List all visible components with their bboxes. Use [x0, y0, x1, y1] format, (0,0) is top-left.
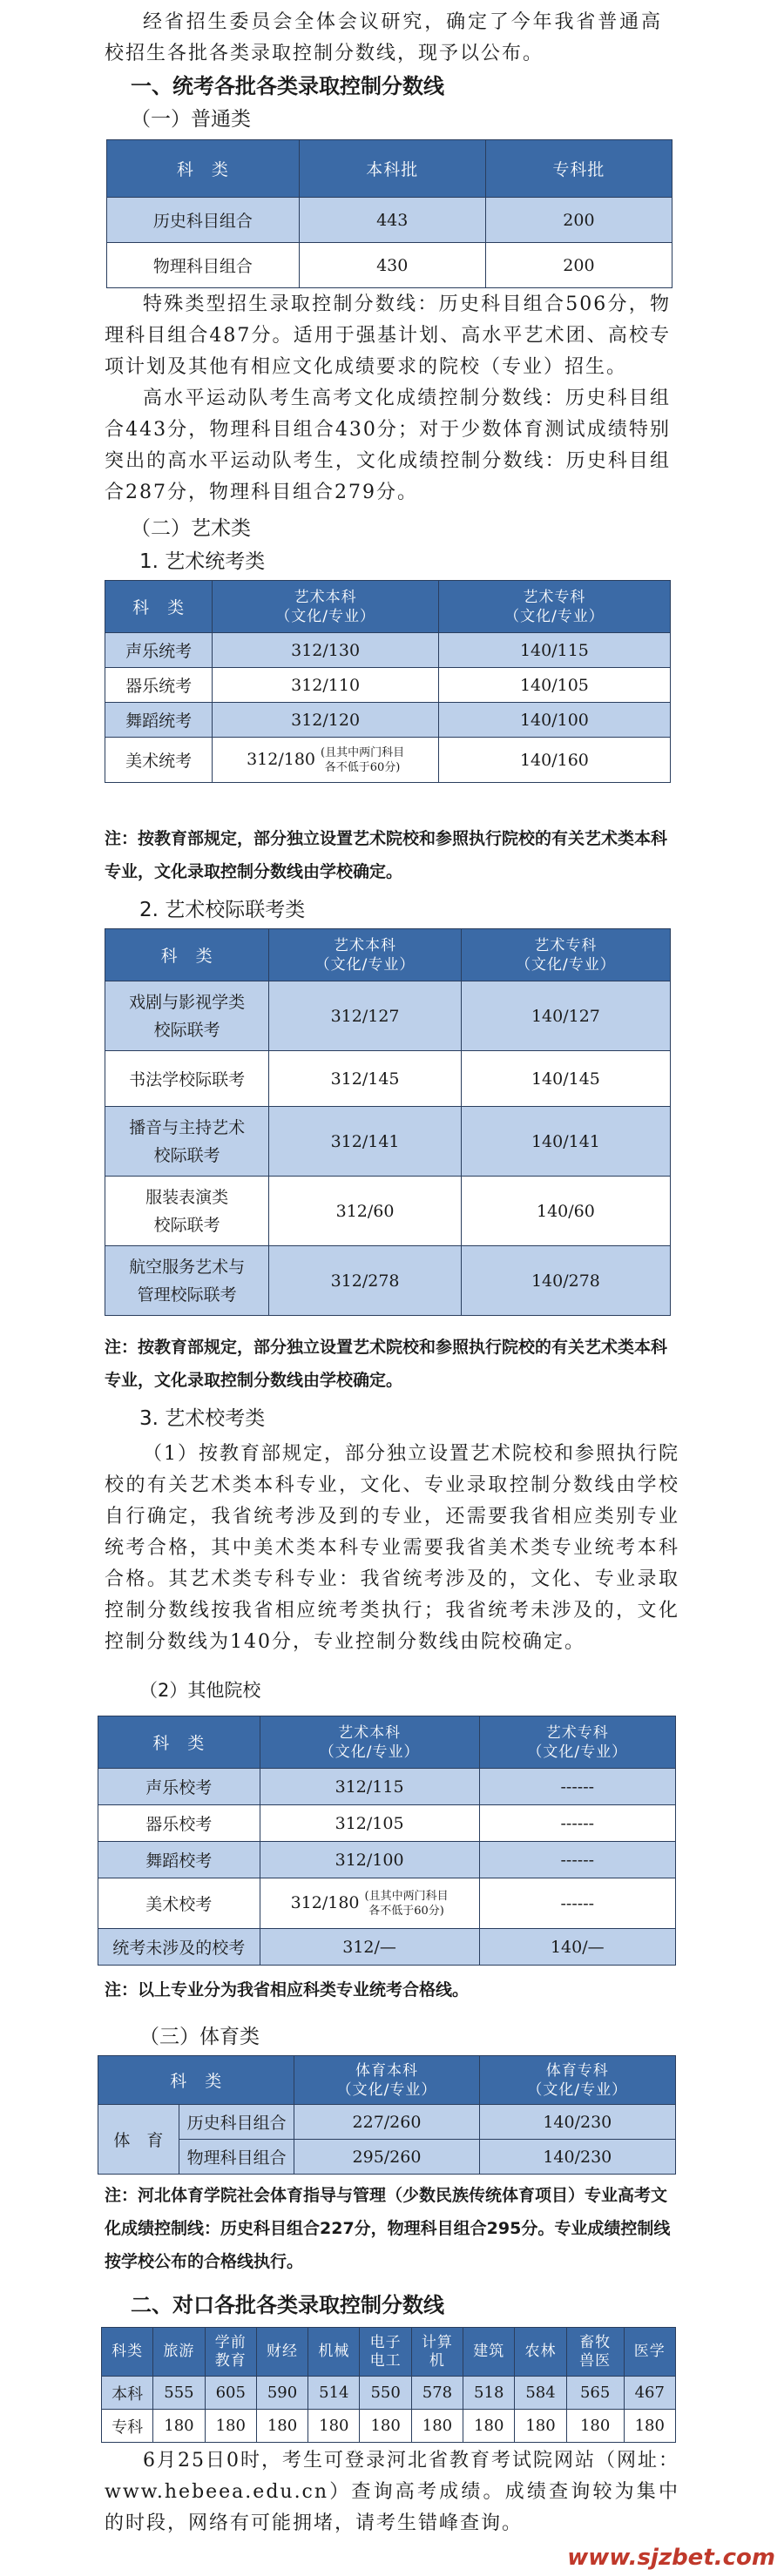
sports-team-paragraph: 高水平运动队考生高考文化成绩控制分数线：历史科目组合443分，物理科目组合430分；对于少数体育测试成绩特别突出的高水平运动队考生，文化成绩控制分数线：历史科目组合287分，物理科目组合279分。 [105, 388, 671, 503]
table-cell: 声乐校考 [98, 1769, 260, 1805]
subsection-sports-title: （三）体育类 [139, 2026, 260, 2048]
table-cell: 443 [299, 198, 485, 243]
table-cell: 312/100 [260, 1842, 479, 1878]
header-cell: 财经 [256, 2328, 308, 2377]
general-scores-table [106, 139, 672, 288]
table-cell: 312/120 [213, 703, 439, 738]
table-cell: 605 [205, 2377, 256, 2410]
table-row [102, 2410, 676, 2443]
table-cell: 312/130 [213, 633, 439, 668]
table-cell: 历史科目组合 [179, 2105, 294, 2140]
table-cell: 美术校考 [98, 1878, 260, 1929]
table-cell: 550 [360, 2377, 411, 2410]
table-row [98, 1769, 676, 1805]
header-cell: 艺术本科 （文化/专业） [260, 1716, 479, 1769]
table-row [105, 633, 671, 668]
table-header-row [102, 2328, 676, 2377]
score-condition-note: (且其中两门科目 各不低于60分) [321, 745, 405, 774]
header-cell: 旅游 [153, 2328, 205, 2377]
header-cell: 专科批 [485, 140, 672, 198]
table-cell: 312/127 [269, 981, 462, 1051]
header-cell: 计算 机 [411, 2328, 463, 2377]
table-cell: 584 [515, 2377, 566, 2410]
table-cell: 312/105 [260, 1805, 479, 1842]
intro-paragraph: 经省招生委员会全体会议研究，确定了今年我省普通高校招生各批各类录取控制分数线，现予以公布。 [105, 11, 662, 64]
table-cell: 140/127 [461, 981, 670, 1051]
table-cell: 200 [485, 243, 672, 288]
table-row [98, 1878, 676, 1929]
other-schools-title: （2）其他院校 [139, 1680, 261, 1701]
table-cell: 物理科目组合 [107, 243, 300, 288]
art-school-exam-paragraph: （1）按教育部规定，部分独立设置艺术院校和参照执行院校的有关艺术类本科专业，文化、专业录取控制分数线由学校自行确定，我省统考涉及到的专业，还需要我省相应类别专业统考合格，其中美术类本科专业需要我省美术类专业统考本科合格。其艺术类专科专业：我省统考涉及的，文化、专业录取控制分数线按我省相应统考类执行；我省统考未涉及的，文化控制分数线为140分，专业控制分数线由院校确定。 [105, 1443, 679, 1653]
table-row [98, 2105, 676, 2140]
group-cell: 体 育 [98, 2105, 179, 2175]
header-cell: 艺术专科 （文化/专业） [461, 929, 670, 981]
header-cell: 科类 [102, 2328, 153, 2377]
sports-scores-table [98, 2055, 676, 2175]
table-cell: 565 [566, 2377, 624, 2410]
table-cell: 器乐统考 [105, 668, 213, 703]
header-cell: 艺术本科 （文化/专业） [213, 581, 439, 633]
table-cell: 180 [153, 2410, 205, 2443]
table-cell: 播音与主持艺术 校际联考 [105, 1107, 269, 1177]
table-row [105, 981, 671, 1051]
table-header-row [105, 581, 671, 633]
table-cell: 180 [205, 2410, 256, 2443]
note-art-unified: 注：按教育部规定，部分独立设置艺术院校和参照执行院校的有关艺术类本科专业，文化录取控制分数线由学校确定。 [105, 829, 668, 881]
table-cell: 180 [256, 2410, 308, 2443]
site-watermark: www.sjzbet.com [567, 2545, 775, 2571]
art-unified-exam-table [105, 580, 671, 783]
header-cell: 科 类 [105, 581, 213, 633]
special-type-paragraph: 特殊类型招生录取控制分数线：历史科目组合506分，物理科目组合487分。适用于强基计划、高水平艺术团、高校专项计划及其他有相应文化成绩要求的院校（专业）招生。 [105, 293, 671, 378]
table-cell: 戏剧与影视学类 校际联考 [105, 981, 269, 1051]
table-row [107, 198, 672, 243]
table-cell: 180 [566, 2410, 624, 2443]
table-cell: 518 [463, 2377, 515, 2410]
header-cell: 艺术专科 （文化/专业） [438, 581, 670, 633]
header-cell: 机械 [308, 2328, 360, 2377]
header-cell: 建筑 [463, 2328, 515, 2377]
table-cell: 312/110 [213, 668, 439, 703]
header-cell: 畜牧 兽医 [566, 2328, 624, 2377]
table-cell: 历史科目组合 [107, 198, 300, 243]
table-cell: 书法学校际联考 [105, 1051, 269, 1107]
table-cell: 312/60 [269, 1177, 462, 1246]
table-cell: 312/278 [269, 1246, 462, 1316]
table-cell: 514 [308, 2377, 360, 2410]
table-cell: ------ [479, 1805, 675, 1842]
table-row [105, 703, 671, 738]
table-cell: 312/141 [269, 1107, 462, 1177]
header-cell: 科 类 [105, 929, 269, 981]
table-cell: 578 [411, 2377, 463, 2410]
art-school-exam-title: 3. 艺术校考类 [139, 1407, 266, 1430]
table-cell: 312/— [260, 1929, 479, 1966]
table-cell: 140/230 [479, 2140, 675, 2175]
table-cell: 590 [256, 2377, 308, 2410]
table-cell: 舞蹈统考 [105, 703, 213, 738]
note-art-joint: 注：按教育部规定，部分独立设置艺术院校和参照执行院校的有关艺术类本科专业，文化录取控制分数线由学校确定。 [105, 1338, 668, 1390]
table-row [105, 1177, 671, 1246]
table-cell: ------ [479, 1878, 675, 1929]
note-sports: 注：河北体育学院社会体育指导与管理（少数民族传统体育项目）专业高考文化成绩控制线：历史科目组合227分，物理科目组合295分。专业成绩控制线按学校公布的合格线执行。 [105, 2186, 671, 2271]
table-cell: 180 [515, 2410, 566, 2443]
art-joint-exam-table [105, 928, 671, 1316]
table-cell: 200 [485, 198, 672, 243]
header-cell: 农林 [515, 2328, 566, 2377]
section-1-title: 一、统考各批各类录取控制分数线 [131, 74, 444, 98]
table-cell: 295/260 [294, 2140, 479, 2175]
note-other-schools: 注：以上专业分为我省相应科类专业统考合格线。 [105, 1980, 470, 1999]
table-cell: 舞蹈校考 [98, 1842, 260, 1878]
table-cell: 430 [299, 243, 485, 288]
table-cell: 声乐统考 [105, 633, 213, 668]
table-row [102, 2377, 676, 2410]
header-cell: 科 类 [98, 1716, 260, 1769]
table-cell: 180 [411, 2410, 463, 2443]
section-2-title: 二、对口各批各类录取控制分数线 [131, 2293, 444, 2317]
table-row [105, 738, 671, 783]
table-row [98, 1929, 676, 1966]
table-cell [260, 1878, 479, 1929]
table-row [105, 668, 671, 703]
vocational-scores-table [101, 2327, 676, 2443]
score-condition-note: (且其中两门科目 各不低于60分) [364, 1889, 449, 1918]
table-cell: 美术统考 [105, 738, 213, 783]
table-cell: 140/— [479, 1929, 675, 1966]
table-header-row [105, 929, 671, 981]
outro-paragraph: 6月25日0时，考生可登录河北省教育考试院网站（网址：www.hebeea.edu.cn）查询高考成绩。成绩查询较为集中的时段，网络有可能拥堵，请考生错峰查询。 [105, 2450, 679, 2534]
table-cell: 312/145 [269, 1051, 462, 1107]
table-cell: 180 [624, 2410, 675, 2443]
header-cell: 体育专科 （文化/专业） [479, 2056, 675, 2105]
header-cell: 医学 [624, 2328, 675, 2377]
table-cell: ------ [479, 1842, 675, 1878]
header-cell: 艺术本科 （文化/专业） [269, 929, 462, 981]
table-cell: 180 [463, 2410, 515, 2443]
table-cell: 140/60 [461, 1177, 670, 1246]
table-cell: 服装表演类 校际联考 [105, 1177, 269, 1246]
table-row [98, 1805, 676, 1842]
table-row [105, 1051, 671, 1107]
art-joint-exam-title: 2. 艺术校际联考类 [139, 899, 306, 921]
header-cell: 科 类 [98, 2056, 294, 2105]
table-cell: 555 [153, 2377, 205, 2410]
subsection-art-title: （二）艺术类 [131, 517, 251, 540]
score-value: 312/180 [290, 1892, 360, 1912]
score-value: 312/180 [247, 749, 315, 769]
table-row [98, 1842, 676, 1878]
table-cell: 本科 [102, 2377, 153, 2410]
table-cell [213, 738, 439, 783]
header-cell: 体育本科 （文化/专业） [294, 2056, 479, 2105]
table-cell: 180 [308, 2410, 360, 2443]
table-cell: 180 [360, 2410, 411, 2443]
table-row [105, 1107, 671, 1177]
table-cell: 140/145 [461, 1051, 670, 1107]
table-row [98, 2140, 676, 2175]
table-cell: 312/115 [260, 1769, 479, 1805]
table-row [105, 1246, 671, 1316]
table-cell: 140/160 [438, 738, 670, 783]
header-cell: 电子 电工 [360, 2328, 411, 2377]
other-schools-table [98, 1716, 676, 1966]
table-header-row [98, 2056, 676, 2105]
table-cell: 140/141 [461, 1107, 670, 1177]
table-cell: 140/230 [479, 2105, 675, 2140]
table-row [107, 243, 672, 288]
header-cell: 艺术专科 （文化/专业） [479, 1716, 675, 1769]
table-header-row [98, 1716, 676, 1769]
table-cell: ------ [479, 1769, 675, 1805]
header-cell: 科 类 [107, 140, 300, 198]
header-cell: 学前 教育 [205, 2328, 256, 2377]
table-cell: 227/260 [294, 2105, 479, 2140]
table-cell: 物理科目组合 [179, 2140, 294, 2175]
subsection-general-title: （一）普通类 [131, 108, 251, 131]
art-unified-exam-title: 1. 艺术统考类 [139, 550, 266, 573]
table-cell: 140/105 [438, 668, 670, 703]
table-cell: 467 [624, 2377, 675, 2410]
table-cell: 专科 [102, 2410, 153, 2443]
table-header-row [107, 140, 672, 198]
table-cell: 140/100 [438, 703, 670, 738]
table-cell: 统考未涉及的校考 [98, 1929, 260, 1966]
table-cell: 140/278 [461, 1246, 670, 1316]
table-cell: 140/115 [438, 633, 670, 668]
table-cell: 器乐校考 [98, 1805, 260, 1842]
header-cell: 本科批 [299, 140, 485, 198]
table-cell: 航空服务艺术与 管理校际联考 [105, 1246, 269, 1316]
